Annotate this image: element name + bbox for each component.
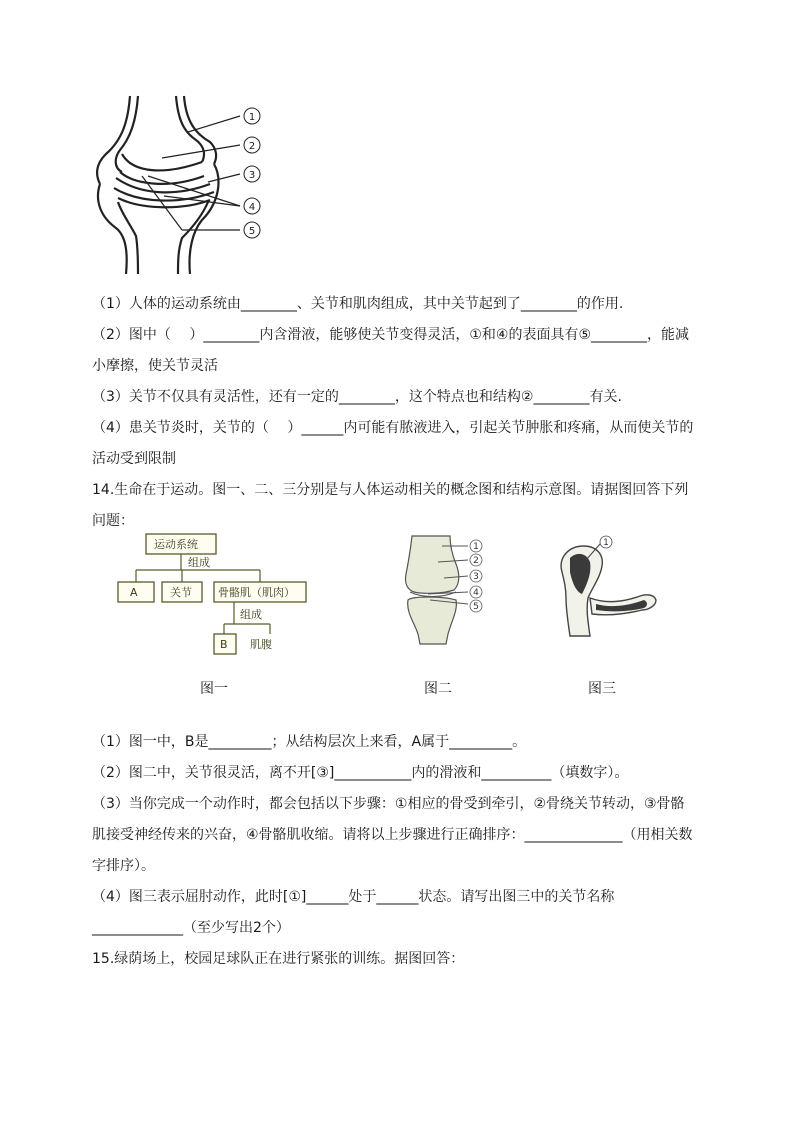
concept-relation-2: 组成 (240, 608, 262, 621)
arm-flexion-diagram (548, 532, 660, 644)
caption-fig1: 图一 (200, 681, 228, 697)
concept-relation-1: 组成 (188, 556, 210, 569)
q14-stem-line-1: 14.生命在于运动。图一、二、三分别是与人体运动相关的概念图和结构示意图。请据图回答下列 (92, 482, 689, 498)
q13-line-3: 小摩擦，使关节灵活 (92, 358, 218, 374)
q14-stem-line-2: 问题： (92, 513, 134, 529)
concept-map-diagram (110, 530, 320, 666)
knee-joint-diagram (92, 92, 272, 278)
knee-label-1: 1 (248, 112, 256, 123)
q14-figures (0, 530, 800, 680)
concept-b-label: B (220, 638, 228, 651)
caption-fig3: 图三 (588, 681, 616, 697)
q14-question-line-4: 肌接受神经传来的兴奋，④骨骼肌收缩。请将以上步骤进行正确排序：______________（用相关数 (92, 827, 693, 843)
q14-question-line-5: 字排序）。 (92, 858, 155, 874)
q14-question-line-7: _____________（至少写出2个） (92, 920, 290, 936)
knee-label-2: 2 (248, 141, 256, 152)
concept-joint-label: 关节 (170, 586, 192, 599)
q13-line-2: （2）图中（ ）________内含滑液，能够使关节变得灵活，①和④的表面具有⑤________，能减 (92, 327, 690, 343)
q13-line-4: （3）关节不仅具有灵活性，还有一定的________，这个特点也和结构②________有关. (92, 389, 622, 405)
q14-question-line-1: （1）图一中，B是_________；从结构层次上来看，A属于_________。 (92, 734, 527, 750)
q14-question-line-2: （2）图二中，关节很灵活，离不开[③]___________内的滑液和__________（填数字）。 (92, 765, 629, 781)
concept-muscle-label: 骨骼肌（肌肉） (218, 586, 295, 599)
fig2-label-2: 2 (473, 556, 479, 566)
knee-label-4: 4 (248, 202, 256, 213)
small-knee-diagram (402, 534, 492, 646)
caption-fig2: 图二 (424, 681, 452, 697)
q14-question-line-3: （3）当你完成一个动作时，都会包括以下步骤：①相应的骨受到牵引，②骨绕关节转动，③骨骼 (92, 796, 685, 812)
fig2-label-1: 1 (473, 542, 479, 552)
knee-label-5: 5 (248, 226, 256, 237)
q14-question-line-6: （4）图三表示屈肘动作，此时[①]______处于______状态。请写出图三中的关节名称 (92, 889, 615, 905)
fig2-label-3: 3 (473, 572, 479, 582)
q13-line-1: （1）人体的运动系统由________、关节和肌肉组成，其中关节起到了________的作用. (92, 296, 624, 312)
concept-a-label: A (130, 586, 138, 599)
knee-label-3: 3 (248, 170, 256, 181)
q13-line-5: （4）患关节炎时，关节的（ ）______内可能有脓液进入，引起关节肿胀和疼痛，从而使关节的 (92, 420, 694, 436)
q15-stem: 15.绿荫场上，校园足球队正在进行紧张的训练。据图回答： (92, 951, 465, 967)
fig2-label-5: 5 (473, 602, 479, 612)
concept-belly-label: 肌腹 (250, 638, 272, 651)
fig3-label-1: 1 (603, 538, 609, 548)
q13-line-6: 活动受到限制 (92, 451, 176, 467)
fig2-label-4: 4 (473, 588, 479, 598)
concept-root-label: 运动系统 (154, 538, 198, 551)
